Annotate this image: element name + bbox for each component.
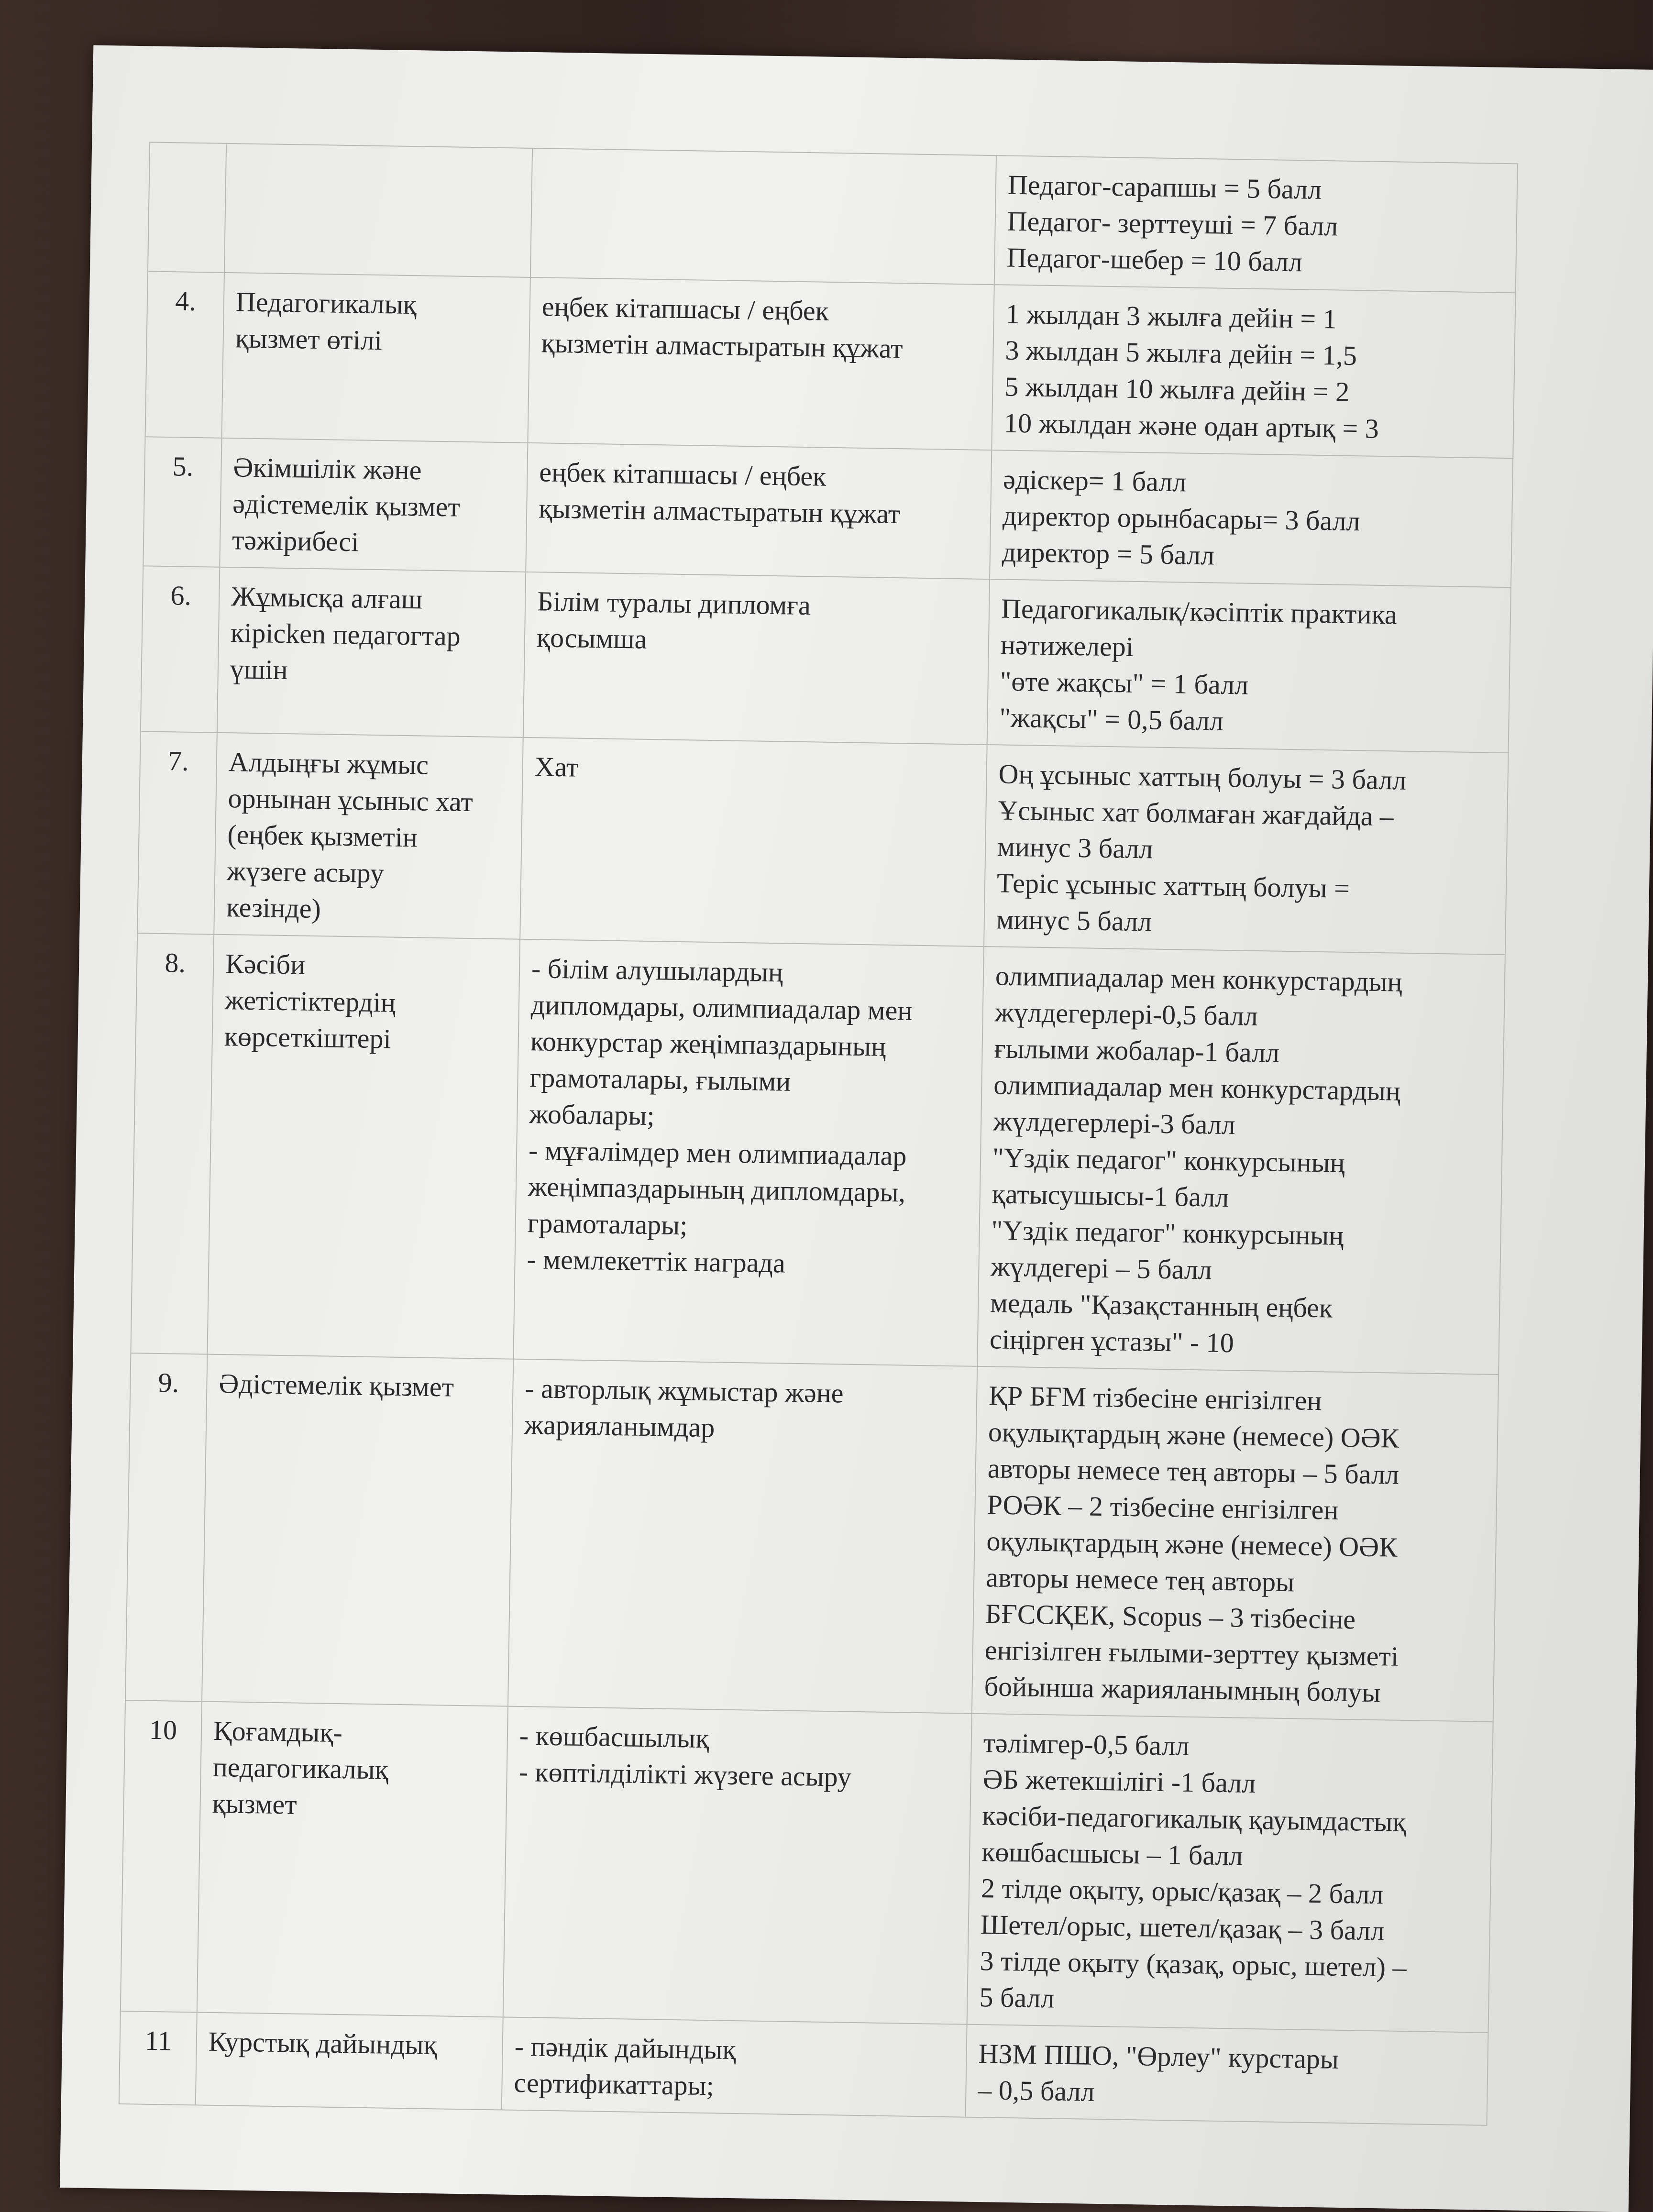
scoring-line: олимпиадалар мен конкурстардың xyxy=(995,960,1403,998)
criterion-cell xyxy=(214,733,523,939)
scoring-line: оқулықтардың және (немесе) ОӘК xyxy=(986,1525,1398,1563)
row-number: 11 xyxy=(119,2011,197,2105)
scoring-line: – 0,5 балл xyxy=(977,2074,1095,2107)
scoring-line: көшбасшысы – 1 балл xyxy=(981,1836,1244,1871)
criteria-table xyxy=(119,142,1518,2125)
document-line: қызметін алмастыратын құжат xyxy=(538,493,901,530)
scoring-line: жүлдегері – 5 балл xyxy=(991,1251,1212,1286)
criterion-cell xyxy=(197,1702,508,2017)
scoring-line: БҒССҚЕК, Scopus – 3 тізбесіне xyxy=(985,1598,1356,1635)
criterion-cell xyxy=(217,567,526,737)
table-row xyxy=(121,1700,1493,2033)
scoring-line: сіңірген ұстазы" - 10 xyxy=(989,1323,1234,1359)
scoring-line: НЗМ ПШО, "Өрлеу" курстары xyxy=(978,2038,1339,2075)
scoring-cell xyxy=(990,450,1513,587)
table-row xyxy=(137,731,1508,955)
criterion-cell xyxy=(196,2012,503,2110)
criterion-line: (еңбек қызметін xyxy=(227,819,418,853)
document-line: - пәндік дайындық xyxy=(514,2030,737,2066)
scoring-line: Ұсыныс хат болмаған жағдайда – xyxy=(997,794,1394,832)
document-line: Хат xyxy=(534,751,579,783)
scoring-line: кәсіби-педагогикалық қауымдастық xyxy=(981,1800,1407,1838)
paper-sheet xyxy=(60,45,1653,2212)
row-number: 6. xyxy=(141,566,220,732)
document-line: жобалары; xyxy=(529,1098,655,1132)
scoring-line: "Үздік педагог" конкурсының xyxy=(992,1142,1345,1178)
document-line: еңбек кітапшасы / еңбек xyxy=(539,456,826,492)
criterion-line: үшін xyxy=(230,653,288,686)
scoring-line: нәтижелері xyxy=(1000,629,1134,662)
criteria-table-body xyxy=(119,142,1518,2125)
scoring-line: Педагогикалық/кәсіптік практика xyxy=(1001,593,1398,630)
document-cell xyxy=(523,572,990,745)
document-cell xyxy=(528,277,994,450)
scoring-line: "өте жақсы" = 1 балл xyxy=(1000,665,1249,701)
criterion-line: Жұмысқа алғаш xyxy=(231,581,423,615)
criterion-line: қызмет өтілі xyxy=(235,322,383,356)
document-line: жарияланымдар xyxy=(524,1409,715,1443)
criterion-line: Алдыңғы жұмыс xyxy=(228,746,429,781)
criterion-line: орнынан ұсыныс хат xyxy=(228,782,474,818)
scoring-line: оқулықтардың және (немесе) ОӘК xyxy=(988,1416,1400,1454)
criterion-line: Қоғамдық- xyxy=(213,1715,343,1749)
document-line: сертификаттары; xyxy=(514,2067,715,2102)
scoring-line: ӘБ жетекшілігі -1 балл xyxy=(982,1763,1256,1799)
scoring-line: Педагог-сарапшы = 5 балл xyxy=(1007,169,1322,205)
criterion-line: Педагогикалық xyxy=(235,286,417,320)
scoring-line: медаль "Қазақстанның еңбек xyxy=(990,1287,1333,1324)
row-number: 4. xyxy=(145,271,224,438)
document-cell xyxy=(503,1706,972,2025)
document-line: қосымша xyxy=(536,622,647,655)
row-number: 5. xyxy=(143,437,221,567)
criterion-line: жетістіктердің xyxy=(224,984,396,1018)
document-line: грамоталары; xyxy=(527,1207,688,1241)
scoring-line: ҚР БҒМ тізбесіне енгізілген xyxy=(988,1380,1322,1417)
criterion-line: Әкімшілік және xyxy=(233,451,422,486)
document-line: - білім алушылардың xyxy=(531,953,783,988)
scoring-line: авторы немесе тең авторы – 5 балл xyxy=(987,1453,1400,1490)
criterion-line: кезінде) xyxy=(226,891,321,924)
table-row xyxy=(125,1353,1499,1722)
scoring-cell xyxy=(994,155,1518,293)
scoring-line: 2 тілде оқыту, орыс/қазақ – 2 балл xyxy=(981,1872,1384,1910)
scoring-cell xyxy=(966,2025,1488,2125)
table-row xyxy=(131,933,1505,1375)
scoring-cell xyxy=(972,1366,1499,1722)
scoring-line: минус 3 балл xyxy=(997,831,1153,865)
row-number: 8. xyxy=(131,933,214,1354)
criterion-line: көрсеткіштері xyxy=(224,1021,392,1055)
scoring-line: директор орынбасары= 3 балл xyxy=(1002,500,1361,537)
scoring-line: 3 жылдан 5 жылға дейін = 1,5 xyxy=(1005,334,1357,372)
criterion-line: Курстық дайындық xyxy=(208,2025,438,2061)
criterion-cell xyxy=(222,273,530,443)
table-row xyxy=(148,142,1518,293)
document-cell xyxy=(513,939,984,1366)
document-line: еңбек кітапшасы / еңбек xyxy=(541,291,829,327)
document-line: - мұғалімдер мен олимпиадалар xyxy=(528,1134,907,1172)
scoring-line: әдіскер= 1 балл xyxy=(1003,463,1187,498)
scoring-line: жүлдегерлері-0,5 балл xyxy=(994,996,1258,1032)
document-cell xyxy=(526,443,992,579)
scoring-cell xyxy=(992,285,1515,458)
scoring-cell xyxy=(977,946,1505,1375)
scoring-line: "жақсы" = 0,5 балл xyxy=(999,702,1224,737)
scoring-line: ғылыми жобалар-1 балл xyxy=(994,1033,1280,1068)
scoring-line: Теріс ұсыныс хаттың болуы = xyxy=(996,867,1350,904)
scoring-line: олимпиадалар мен конкурстардың xyxy=(993,1069,1401,1107)
scoring-cell xyxy=(984,745,1508,955)
criterion-cell xyxy=(224,143,532,277)
document-line: қызметін алмастыратын құжат xyxy=(541,327,904,364)
document-line: грамоталары, ғылыми xyxy=(529,1062,791,1097)
document-cell xyxy=(502,2017,967,2117)
scoring-line: "Үздік педагог" конкурсының xyxy=(991,1214,1344,1251)
scoring-cell xyxy=(987,579,1511,753)
scoring-line: жүлдегерлері-3 балл xyxy=(992,1105,1236,1141)
criterion-line: Кәсіби xyxy=(225,948,306,980)
document-line: - көшбасшылық xyxy=(519,1719,709,1754)
scoring-line: авторы немесе тең авторы xyxy=(985,1562,1295,1598)
document-line: - көптілділікті жүзеге асыру xyxy=(518,1756,852,1793)
scoring-line: 1 жылдан 3 жылға дейін = 1 xyxy=(1005,298,1337,335)
document-line: дипломдары, олимпиадалар мен xyxy=(530,989,913,1026)
table-row xyxy=(143,437,1513,587)
document-cell xyxy=(530,148,996,285)
criterion-cell xyxy=(220,438,528,572)
scoring-line: бойынша жарияланымның болуы xyxy=(984,1671,1381,1708)
row-number: 10 xyxy=(121,1700,202,2012)
scoring-line: Педагог-шебер = 10 балл xyxy=(1006,242,1303,278)
document-line: жеңімпаздарының дипломдары, xyxy=(528,1171,906,1208)
scoring-line: 5 балл xyxy=(979,1981,1055,2014)
row-number: 9. xyxy=(125,1353,207,1701)
criterion-line: кірісken педагогтар xyxy=(230,617,461,652)
criterion-line: тәжірибесі xyxy=(231,524,359,558)
criterion-line: Әдістемелік қызмет xyxy=(218,1367,454,1403)
scoring-line: Педагог- зерттеуші = 7 балл xyxy=(1007,205,1338,242)
document-cell xyxy=(520,737,987,946)
document-line: - авторлық жұмыстар және xyxy=(524,1373,844,1409)
scoring-line: минус 5 балл xyxy=(996,903,1152,937)
criterion-cell xyxy=(207,935,520,1359)
criterion-line: қызмет xyxy=(212,1787,298,1820)
scoring-line: Оң ұсыныс хаттың болуы = 3 балл xyxy=(998,758,1407,796)
criterion-line: жүзеге асыру xyxy=(226,855,385,889)
criterion-cell xyxy=(202,1354,513,1706)
scoring-cell xyxy=(967,1714,1493,2033)
document-cell xyxy=(508,1359,977,1714)
document-line: конкурстар жеңімпаздарының xyxy=(530,1025,886,1062)
scoring-line: директор = 5 балл xyxy=(1002,536,1215,571)
row-number: 7. xyxy=(137,731,217,934)
criterion-line: педагогикалық xyxy=(212,1751,389,1785)
row-number xyxy=(148,142,226,272)
table-row xyxy=(141,566,1511,753)
scoring-line: қатысушысы-1 балл xyxy=(992,1178,1229,1213)
document-line: Білім туралы дипломға xyxy=(537,585,811,621)
criterion-line: әдістемелік қызмет xyxy=(232,488,461,523)
scoring-line: РОӘК – 2 тізбесіне енгізілген xyxy=(987,1489,1339,1526)
document-line: - мемлекеттік награда xyxy=(527,1244,786,1279)
scoring-line: Шетел/орыс, шетел/қазақ – 3 балл xyxy=(980,1909,1385,1947)
scoring-line: 10 жылдан және одан артық = 3 xyxy=(1003,407,1379,444)
scoring-line: енгізілген ғылыми-зерттеу қызметі xyxy=(984,1634,1399,1672)
scoring-line: 5 жылдан 10 жылға дейін = 2 xyxy=(1004,371,1350,407)
scoring-line: 3 тілде оқыту (қазақ, орыс, шетел) – xyxy=(980,1945,1407,1983)
scoring-line: тәлімгер-0,5 балл xyxy=(983,1727,1190,1761)
table-row xyxy=(145,271,1516,458)
